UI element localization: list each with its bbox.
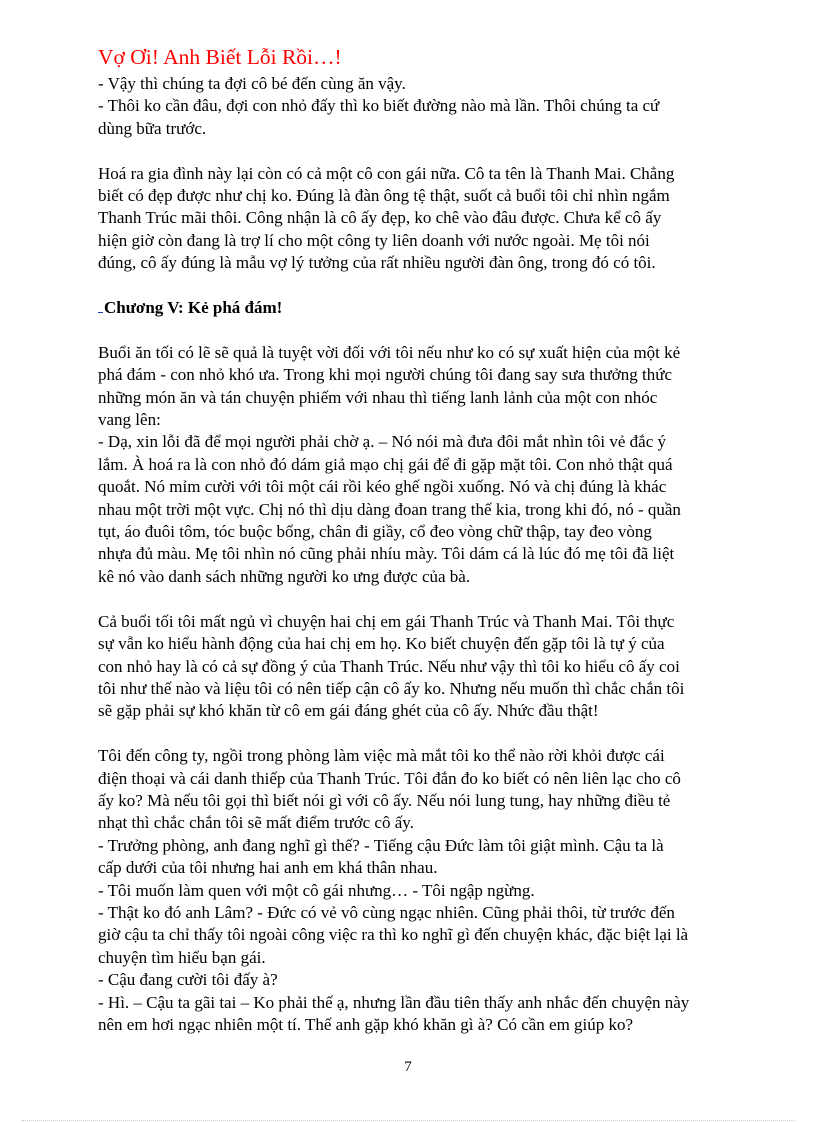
text-line: giờ cậu ta chỉ thấy tôi ngoài công việc ra thì ko nghĩ gì đến chuyện khác, đặc biệt lại là <box>98 925 689 945</box>
page-content <box>98 44 770 1036</box>
paragraph-3 <box>98 342 770 588</box>
text-line: lắm. À hoá ra là con nhỏ đó dám giả mạo chị gái để đi gặp mặt tôi. Con nhỏ thật quá <box>98 454 673 474</box>
text-line: sẽ gặp phải sự khó khăn từ cô em gái đáng ghét của cô ấy. Nhức đầu thật! <box>98 701 599 721</box>
text-line: cấp dưới của tôi nhưng hai anh em khá thân nhau. <box>98 858 438 878</box>
text-line: con nhỏ hay là có cả sự đồng ý của Thanh Trúc. Nếu như vậy thì tôi ko hiểu cô ấy coi <box>98 656 680 676</box>
page-bottom-edge <box>22 1120 794 1121</box>
text-line: nhạt thì chắc chắn tôi sẽ mất điểm trước cô ấy. <box>98 813 414 833</box>
bookmark-marker <box>98 311 103 313</box>
paragraph-2 <box>98 163 770 275</box>
chapter-heading <box>98 297 770 319</box>
text-line: Thanh Trúc mãi thôi. Công nhận là cô ấy đẹp, ko chê vào đâu được. Chưa kể cô ấy <box>98 208 662 228</box>
text-line: nhau một trời một vực. Chị nó thì dịu dàng đoan trang thế kia, trong khi đó, nó - quần <box>98 499 681 519</box>
text-line: hiện giờ còn đang là trợ lí cho một công ty liên doanh với nước ngoài. Mẹ tôi nói <box>98 230 650 250</box>
text-line: Tôi đến công ty, ngồi trong phòng làm việc mà mắt tôi ko thể nào rời khỏi được cái <box>98 746 665 766</box>
text-line: chuyện tìm hiểu bạn gái. <box>98 947 266 967</box>
text-line: tôi như thế nào và liệu tôi có nên tiếp cận cô ấy ko. Nhưng nếu muốn thì chắc chắn tôi <box>98 678 685 698</box>
text-line: - Cậu đang cười tôi đấy à? <box>98 970 278 990</box>
text-line: - Thôi ko cần đâu, đợi con nhỏ đấy thì ko biết đường nào mà lần. Thôi chúng ta cứ <box>98 96 660 116</box>
text-line: - Dạ, xin lỗi đã để mọi người phải chờ ạ. – Nó nói mà đưa đôi mắt nhìn tôi vẻ đắc ý <box>98 432 667 452</box>
paragraph-spacer <box>98 588 770 610</box>
text-line: điện thoại và cái danh thiếp của Thanh Trúc. Tôi đắn đo ko biết có nên liên lạc cho cô <box>98 768 681 788</box>
text-line: - Vậy thì chúng ta đợi cô bé đến cùng ăn vậy. <box>98 74 406 93</box>
text-line: ấy ko? Mà nếu tôi gọi thì biết nói gì với cô ấy. Nếu nói lung tung, hay những điều tẻ <box>98 790 671 810</box>
paragraph-4 <box>98 611 770 723</box>
story-title: Vợ Ơi! Anh Biết Lỗi Rồi…! <box>98 45 342 69</box>
text-line: - Hì. – Cậu ta gãi tai – Ko phải thế ạ, nhưng lần đầu tiên thấy anh nhắc đến chuyện này <box>98 992 690 1012</box>
text-line: - Thật ko đó anh Lâm? - Đức có vẻ vô cùng ngạc nhiên. Cũng phải thôi, từ trước đến <box>98 902 675 922</box>
text-line: quoắt. Nó mỉm cười với tôi một cái rồi kéo ghế ngồi xuống. Nó và chị đúng là khác <box>98 477 667 497</box>
text-line: biết có đẹp được như chị ko. Đúng là đàn ông tệ thật, suốt cả buổi tôi chỉ nhìn ngắm <box>98 186 670 206</box>
text-line: - Trưởng phòng, anh đang nghĩ gì thế? - Tiếng cậu Đức làm tôi giật mình. Cậu ta là <box>98 835 664 855</box>
paragraph-1 <box>98 73 770 140</box>
text-line: nên em hơi ngạc nhiên một tí. Thế anh gặp khó khăn gì à? Có cần em giúp ko? <box>98 1014 634 1034</box>
text-line: dùng bữa trước. <box>98 118 207 138</box>
chapter-heading-text: Chương V: Kẻ phá đám! <box>104 298 283 318</box>
paragraph-spacer <box>98 319 770 341</box>
text-line: Cả buổi tối tôi mất ngủ vì chuyện hai chị em gái Thanh Trúc và Thanh Mai. Tôi thực <box>98 611 675 631</box>
text-line: sự vẫn ko hiểu hành động của hai chị em họ. Ko biết chuyện đến gặp tôi là tự ý của <box>98 634 665 654</box>
text-line: - Tôi muốn làm quen với một cô gái nhưng… - Tôi ngập ngừng. <box>98 880 535 900</box>
text-line: tụt, áo đuôi tôm, tóc buộc bổng, chân đi giầy, cổ đeo vòng chữ thập, tay đeo vòng <box>98 522 652 542</box>
page-number: 7 <box>404 1059 412 1075</box>
text-line: Buổi ăn tối có lẽ sẽ quả là tuyệt vời đối với tôi nếu như ko có sự xuất hiện của một kẻ <box>98 342 681 362</box>
text-line: đúng, cô ấy đúng là mẫu vợ lý tưởng của rất nhiều người đàn ông, trong đó có tôi. <box>98 253 656 273</box>
text-line: phá đám - con nhỏ khó ưa. Trong khi mọi người chúng tôi đang say sưa thưởng thức <box>98 365 672 385</box>
text-line: những món ăn và tán chuyện phiếm với nhau thì tiếng lanh lảnh của một con nhóc <box>98 387 658 407</box>
text-line: Hoá ra gia đình này lại còn có cả một cô con gái nữa. Cô ta tên là Thanh Mai. Chẳng <box>98 163 675 183</box>
text-line: kê nó vào danh sách những người ko ưng được của bà. <box>98 566 471 586</box>
text-line: nhựa đủ màu. Mẹ tôi nhìn nó cũng phải nhíu mày. Tôi dám cá là lúc đó mẹ tôi đã liệt <box>98 544 675 564</box>
paragraph-spacer <box>98 723 770 745</box>
text-line: vang lên: <box>98 410 161 430</box>
paragraph-spacer <box>98 140 770 162</box>
paragraph-5 <box>98 745 770 1036</box>
paragraph-spacer <box>98 275 770 297</box>
